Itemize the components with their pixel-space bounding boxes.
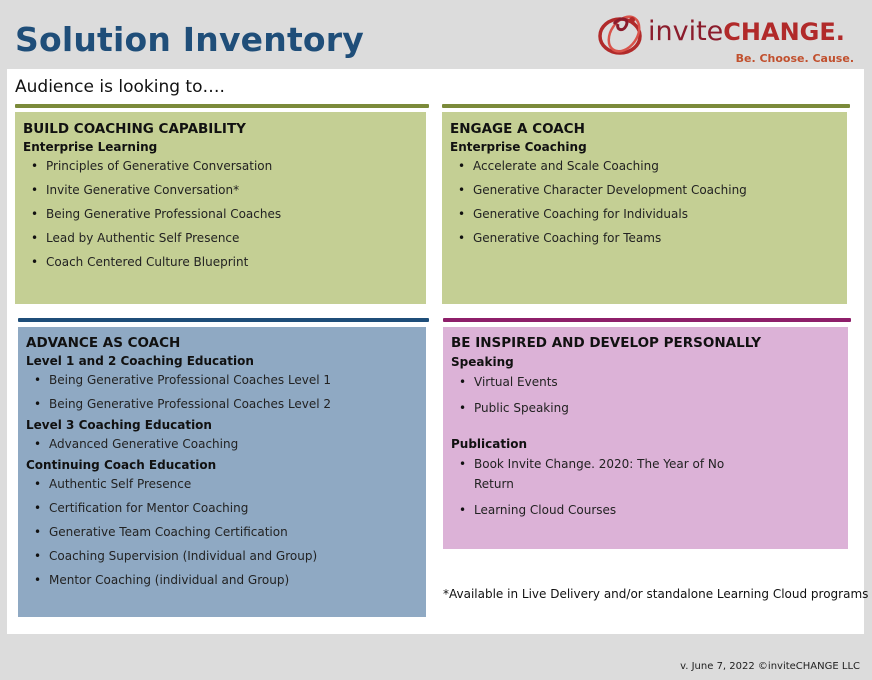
- logo-swirl-icon: [596, 10, 648, 62]
- build-section-bar: [15, 104, 429, 108]
- list-item: • Accelerate and Scale Coaching: [473, 154, 847, 178]
- publication-item-list: [451, 451, 848, 523]
- section-subheading: Level 3 Coaching Education: [26, 418, 212, 432]
- list-item: • Mentor Coaching (individual and Group): [49, 568, 426, 592]
- level-1-2-item-list: [26, 368, 426, 416]
- list-item: • Invite Generative Conversation*: [46, 178, 426, 202]
- build-coaching-capability-box: [15, 112, 426, 304]
- list-item: • Generative Coaching for Teams: [473, 226, 847, 250]
- version-footer: v. June 7, 2022 ©inviteCHANGE LLC: [680, 661, 860, 672]
- list-item: • Principles of Generative Conversation: [46, 154, 426, 178]
- invitechange-logo: [596, 8, 858, 68]
- inspire-section-bar: [443, 318, 851, 322]
- list-item: • Authentic Self Presence: [49, 472, 426, 496]
- list-item: • Certification for Mentor Coaching: [49, 496, 426, 520]
- availability-footnote: *Available in Live Delivery and/or standalone Learning Cloud programs: [443, 587, 869, 601]
- logo-invite-text: invite: [648, 16, 724, 47]
- section-subheading: Continuing Coach Education: [26, 458, 217, 472]
- engage-a-coach-box: [442, 112, 847, 304]
- section-subheading: Publication: [451, 437, 528, 451]
- section-subheading: Speaking: [451, 355, 514, 369]
- list-item: • Generative Coaching for Individuals: [473, 202, 847, 226]
- list-item: • Book Invite Change. 2020: The Year of No Return: [474, 451, 738, 497]
- page-title: Solution Inventory: [15, 20, 364, 59]
- advance-as-coach-box: [18, 327, 426, 617]
- section-heading: BUILD COACHING CAPABILITY: [23, 121, 246, 137]
- section-heading: BE INSPIRED AND DEVELOP PERSONALLY: [451, 335, 761, 351]
- section-subheading: Enterprise Learning: [23, 140, 158, 154]
- engage-item-list: [450, 154, 847, 250]
- list-item: • Lead by Authentic Self Presence: [46, 226, 426, 250]
- list-item: • Being Generative Professional Coaches Level 2: [49, 392, 426, 416]
- audience-label: Audience is looking to….: [15, 77, 225, 97]
- list-item: • Coaching Supervision (Individual and Group): [49, 544, 426, 568]
- section-subheading: Level 1 and 2 Coaching Education: [26, 354, 254, 368]
- list-item: • Advanced Generative Coaching: [49, 432, 426, 456]
- list-item: • Generative Character Development Coaching: [473, 178, 847, 202]
- list-item: • Virtual Events: [474, 369, 848, 395]
- be-inspired-box: [443, 327, 848, 549]
- level-3-item-list: [26, 432, 426, 456]
- logo-wordmark: [648, 16, 845, 47]
- list-item: • Coach Centered Culture Blueprint: [46, 250, 426, 274]
- list-item: • Being Generative Professional Coaches Level 1: [49, 368, 426, 392]
- logo-change-text: CHANGE.: [723, 18, 845, 46]
- speaking-item-list: [451, 369, 848, 421]
- section-heading: ADVANCE AS COACH: [26, 335, 181, 351]
- build-item-list: [23, 154, 426, 274]
- engage-section-bar: [442, 104, 850, 108]
- section-subheading: Enterprise Coaching: [450, 140, 587, 154]
- advance-section-bar: [18, 318, 429, 322]
- list-item: • Generative Team Coaching Certification: [49, 520, 426, 544]
- content-panel: [7, 69, 869, 634]
- list-item: • Being Generative Professional Coaches: [46, 202, 426, 226]
- list-item: • Learning Cloud Courses: [474, 497, 738, 523]
- continuing-item-list: [26, 472, 426, 592]
- logo-tagline: Be. Choose. Cause.: [735, 52, 854, 65]
- list-item: • Public Speaking: [474, 395, 848, 421]
- section-heading: ENGAGE A COACH: [450, 121, 585, 137]
